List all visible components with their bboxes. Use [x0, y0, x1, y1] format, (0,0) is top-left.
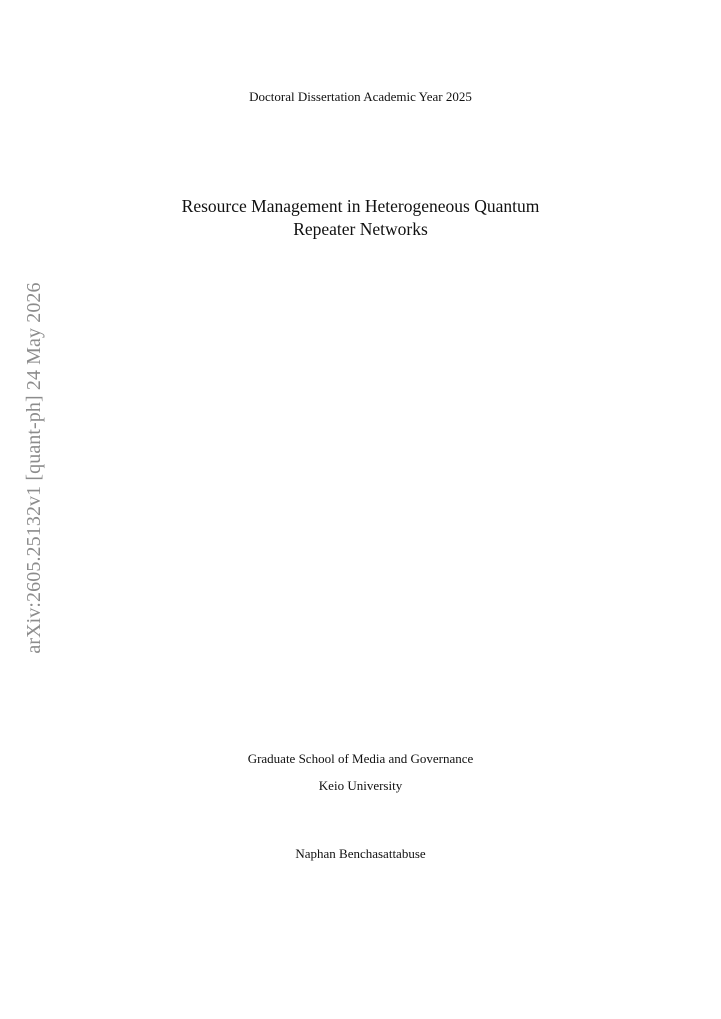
university-name: Keio University — [318, 778, 403, 793]
arxiv-stamp: arXiv:2605.25132v1 [quant-ph] 24 May 2026 — [23, 282, 45, 654]
author-name: Naphan Benchasattabuse — [295, 846, 426, 861]
title-line-1: Resource Management in Heterogeneous Quantum — [181, 196, 540, 216]
dissertation-title — [0, 195, 721, 241]
title-line-2: Repeater Networks — [293, 219, 428, 239]
graduate-school: Graduate School of Media and Governance — [247, 751, 474, 766]
dissertation-header: Doctoral Dissertation Academic Year 2025 — [249, 89, 472, 104]
